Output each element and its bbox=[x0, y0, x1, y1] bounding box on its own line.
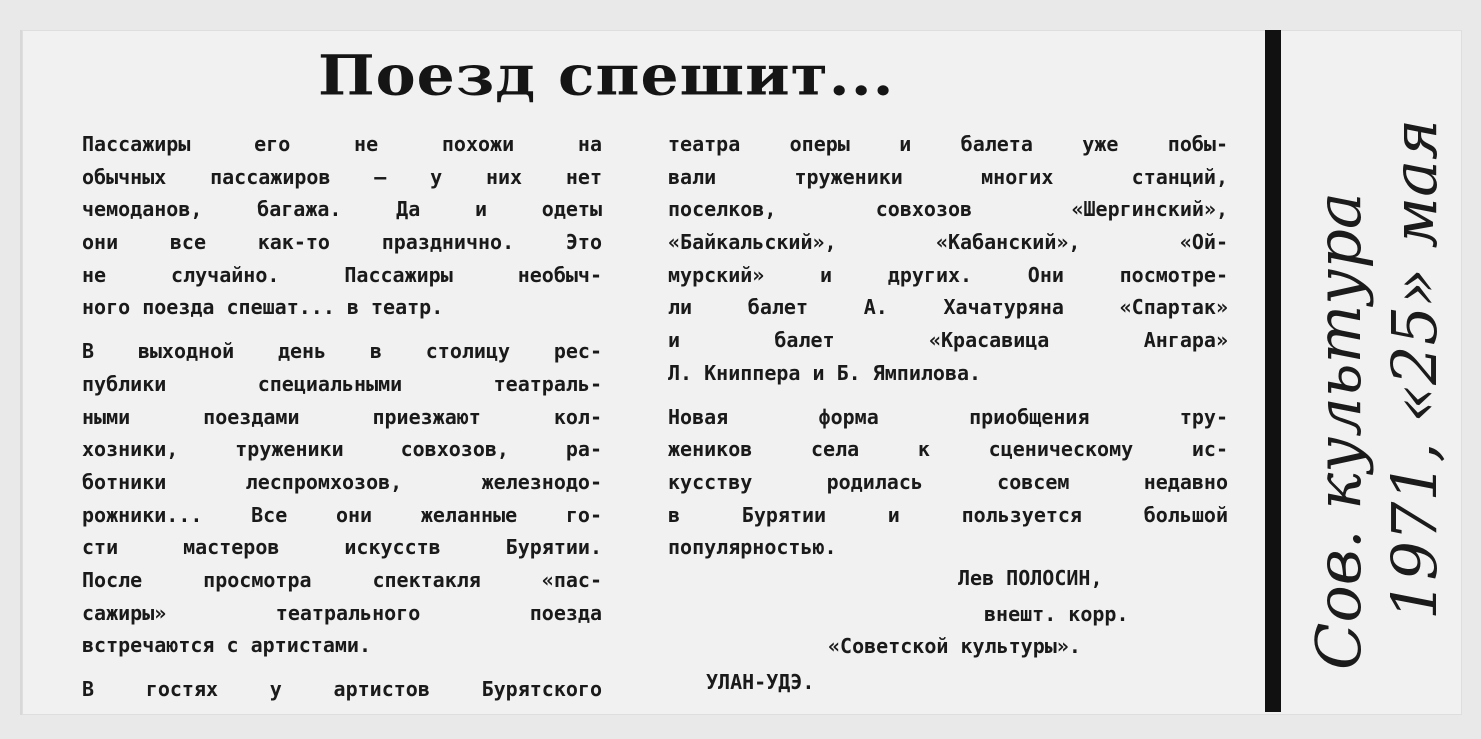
handwritten-source-note: Сов. культура bbox=[1302, 192, 1375, 670]
text-line: они все как-то празднично. Это bbox=[82, 230, 602, 255]
text-line: В гостях у артистов Бурятского bbox=[82, 677, 602, 701]
text-line: не случайно. Пассажиры необыч- bbox=[82, 262, 602, 287]
article-headline: Поезд спешит... bbox=[318, 44, 895, 109]
text-line: и балет «Красавица Ангара» bbox=[668, 328, 1228, 353]
text-line: Л. Книппера и Б. Ямпилова. bbox=[668, 360, 982, 385]
margin-rule bbox=[1265, 30, 1281, 712]
article-column-2 bbox=[668, 128, 1228, 564]
text-line: публики специальными театраль- bbox=[82, 371, 602, 396]
text-line: мурский» и других. Они посмотре- bbox=[668, 262, 1228, 287]
dateline-city: УЛАН-УДЭ. bbox=[706, 670, 815, 694]
text-line: Пассажиры его не похожи на bbox=[82, 132, 602, 156]
text-line: вали труженики многих станций, bbox=[668, 164, 1228, 189]
text-line: «Байкальский», «Кабанский», «Ой- bbox=[668, 230, 1228, 255]
text-line: сти мастеров искусств Бурятии. bbox=[82, 535, 602, 560]
text-line: в Бурятии и пользуется большой bbox=[668, 502, 1228, 527]
text-line: кусству родилась совсем недавно bbox=[668, 469, 1228, 494]
text-line: поселков, совхозов «Шергинский», bbox=[668, 197, 1228, 222]
text-line: обычных пассажиров — у них нет bbox=[82, 164, 602, 189]
text-line: популярностью. bbox=[668, 535, 837, 560]
text-line: жеников села к сценическому ис- bbox=[668, 437, 1228, 462]
text-line: ли балет А. Хачатуряна «Спартак» bbox=[668, 295, 1228, 320]
text-line: ботники леспромхозов, железнодо- bbox=[82, 469, 602, 494]
text-line: В выходной день в столицу рес- bbox=[82, 339, 602, 364]
text-line: ного поезда спешат... в театр. bbox=[82, 295, 444, 320]
text-line: рожники... Все они желанные го- bbox=[82, 502, 602, 527]
author-role: внешт. корр. bbox=[984, 602, 1129, 626]
article-column-1 bbox=[82, 128, 602, 706]
text-line: встречаются с артистами. bbox=[82, 633, 371, 658]
author-name: Лев ПОЛОСИН, bbox=[958, 566, 1103, 590]
text-line: После просмотра спектакля «пас- bbox=[82, 567, 602, 592]
text-line: хозники, труженики совхозов, ра- bbox=[82, 437, 602, 462]
text-line: сажиры» театрального поезда bbox=[82, 600, 602, 625]
newspaper-name: «Советской культуры». bbox=[828, 634, 1081, 658]
text-line: театра оперы и балета уже побы- bbox=[668, 132, 1228, 156]
text-line: Новая форма приобщения тру- bbox=[668, 404, 1228, 429]
text-line: чемоданов, багажа. Да и одеты bbox=[82, 197, 602, 222]
text-line: ными поездами приезжают кол- bbox=[82, 404, 602, 429]
handwritten-date-note: 1971, «25» мая bbox=[1378, 118, 1451, 620]
